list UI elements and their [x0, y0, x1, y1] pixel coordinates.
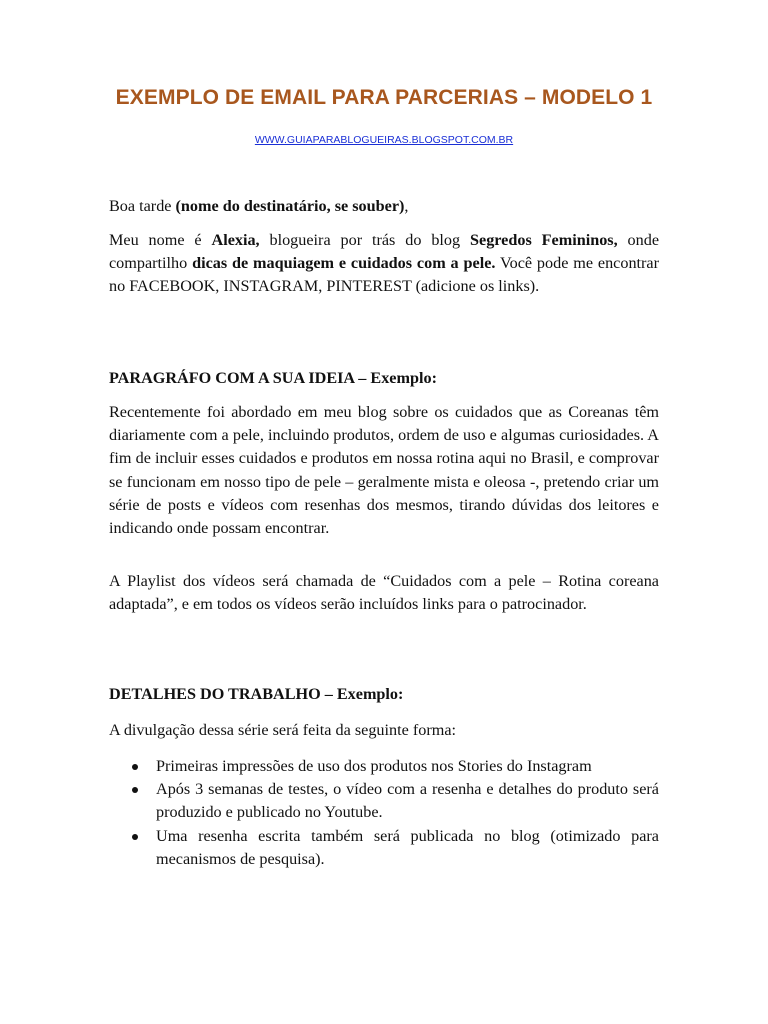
bullet-text: Primeiras impressões de uso dos produtos nos Stories do Instagram	[156, 757, 592, 775]
bullet-icon	[132, 787, 138, 793]
greeting-recipient: (nome do destinatário, se souber)	[175, 197, 405, 215]
blog-link[interactable]: WWW.GUIAPARABLOGUEIRAS.BLOGSPOT.COM.BR	[254, 134, 514, 146]
idea-paragraph-2: A Playlist dos vídeos será chamada de “Cuidados com a pele – Rotina coreana adaptada”, e em todos os vídeos serão incluídos links para o patrocinador.	[109, 572, 659, 614]
list-item	[109, 778, 659, 824]
intro-text-1: Meu nome é	[109, 231, 212, 249]
intro-blog-name: Segredos Femininos,	[470, 231, 618, 249]
document-title: EXEMPLO DE EMAIL PARA PARCERIAS – MODELO 1	[115, 86, 653, 109]
details-intro: A divulgação dessa série será feita da seguinte forma:	[109, 721, 456, 739]
list-item	[109, 825, 659, 871]
bullet-icon	[132, 834, 138, 840]
list-item	[109, 755, 659, 778]
greeting	[109, 195, 659, 218]
intro-paragraph	[109, 229, 659, 299]
idea-heading: PARAGRÁFO COM A SUA IDEIA – Exemplo:	[109, 369, 437, 387]
intro-text-3: onde compartilho	[109, 231, 660, 273]
intro-text-2: blogueira por trás do blog	[259, 231, 470, 249]
idea-paragraph-1: Recentemente foi abordado em meu blog sobre os cuidados que as Coreanas têm diariamente com a pele, incluindo produtos, ordem de uso e algumas curiosidades. A fim de incluir esses cuidados e produtos em nossa rotina aqui no Brasil, e comprovar se funcionam em nosso tipo de pele – geralmente mista e oleosa -, pretendo criar um série de posts e vídeos com resenhas dos mesmos, tirando dúvidas dos leitores e indicando onde possam encontrar.	[109, 403, 659, 538]
intro-name: Alexia,	[211, 231, 260, 249]
intro-text-4: Você pode me encontrar no FACEBOOK, INSTAGRAM, PINTEREST (adicione os links).	[109, 254, 659, 296]
greeting-suffix: ,	[404, 197, 409, 215]
details-heading: DETALHES DO TRABALHO – Exemplo:	[109, 685, 404, 703]
bullet-icon	[132, 764, 138, 770]
bullet-text: Uma resenha escrita também será publicada no blog (otimizado para mecanismos de pesquisa).	[156, 826, 659, 868]
intro-topics: dicas de maquiagem e cuidados com a pele.	[192, 254, 496, 273]
greeting-prefix: Boa tarde	[109, 197, 176, 215]
bullet-text: Após 3 semanas de testes, o vídeo com a resenha e detalhes do produto será produzido e publicado no Youtube.	[156, 780, 659, 822]
details-bullet-list	[109, 755, 659, 871]
